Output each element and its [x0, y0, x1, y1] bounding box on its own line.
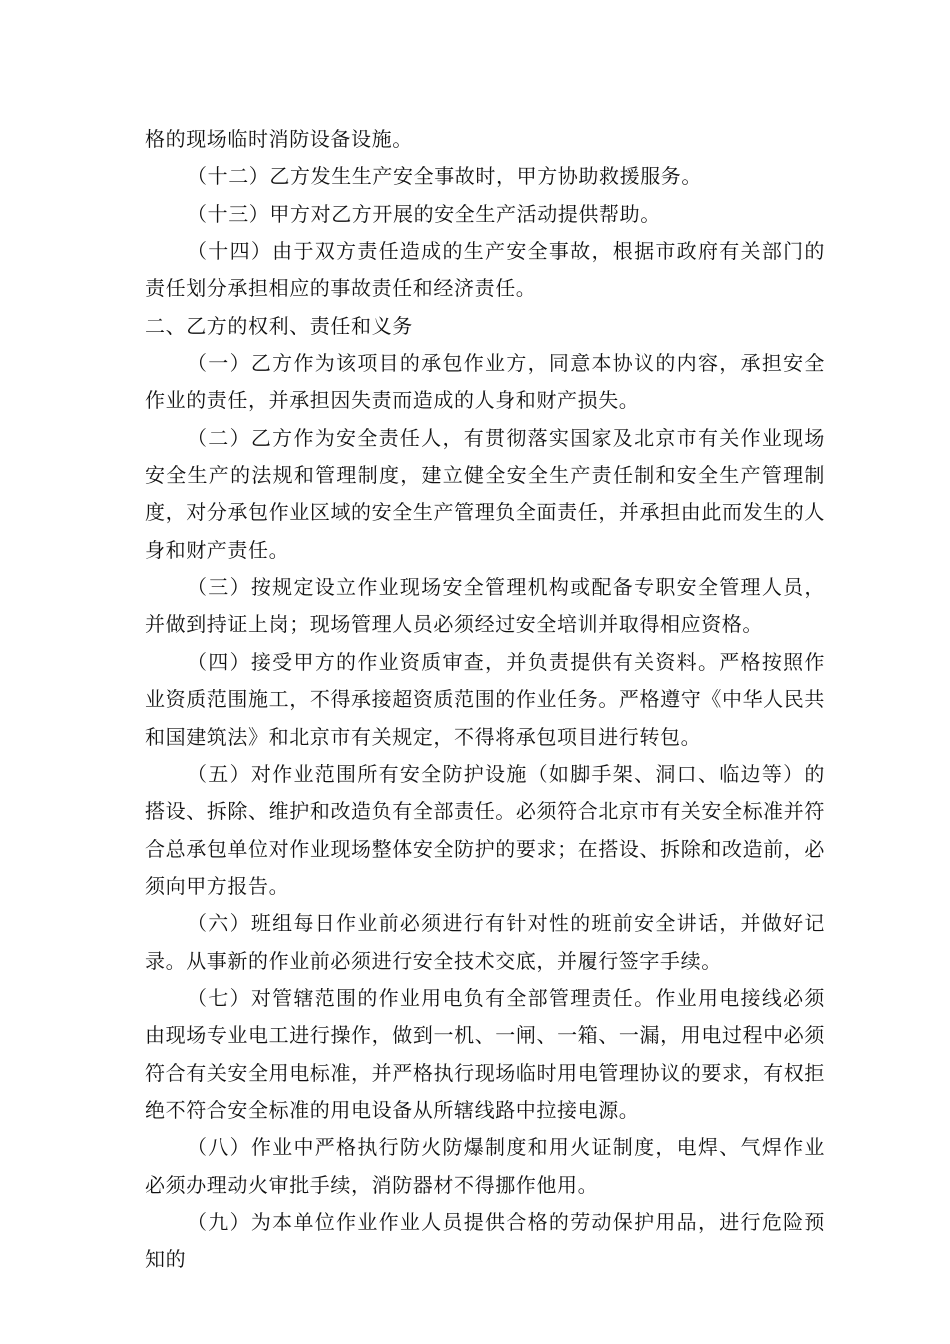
paragraph-10: （五）对作业范围所有安全防护设施（如脚手架、洞口、临边等）的搭设、拆除、维护和改造负有全部责任。必须符合北京市有关安全标准并符合总承包单位对作业现场整体安全防护的要求；在搭设、拆除和改造前，必须向甲方报告。 — [145, 761, 825, 898]
paragraph-12: （七）对管辖范围的作业用电负有全部管理责任。作业用电接线必须由现场专业电工进行操作，做到一机、一闸、一箱、一漏，用电过程中必须符合有关安全用电标准，并严格执行现场临时用电管理协议的要求，有权拒绝不符合安全标准的用电设备从所辖线路中拉接电源。 — [145, 985, 825, 1122]
paragraph-3: （十三）甲方对乙方开展的安全生产活动提供帮助。 — [187, 201, 661, 226]
paragraph-13: （八）作业中严格执行防火防爆制度和用火证制度，电焊、气焊作业必须办理动火审批手续，消防器材不得挪作他用。 — [145, 1135, 825, 1197]
paragraph-2: （十二）乙方发生生产安全事故时，甲方协助救援服务。 — [187, 164, 702, 189]
paragraph-8: （三）按规定设立作业现场安全管理机构或配备专职安全管理人员，并做到持证上岗；现场管理人员必须经过安全培训并取得相应资格。 — [145, 575, 825, 637]
paragraph-6: （一）乙方作为该项目的承包作业方，同意本协议的内容，承担安全作业的责任，并承担因失责而造成的人身和财产损失。 — [145, 351, 825, 413]
paragraph-11: （六）班组每日作业前必须进行有针对性的班前安全讲话，并做好记录。从事新的作业前必须进行安全技术交底，并履行签字手续。 — [145, 911, 825, 973]
paragraph-7: （二）乙方作为安全责任人，有贯彻落实国家及北京市有关作业现场安全生产的法规和管理制度，建立健全安全生产责任制和安全生产管理制度，对分承包作业区域的安全生产管理负全面责任，并承担由此而发生的人身和财产责任。 — [145, 425, 825, 562]
section-heading: 二、乙方的权利、责任和义务 — [145, 313, 413, 338]
paragraph-14: （九）为本单位作业作业人员提供合格的劳动保护用品，进行危险预知的 — [145, 1209, 825, 1272]
paragraph-1: 格的现场临时消防设备设施。 — [145, 127, 413, 151]
document-body — [145, 121, 825, 1279]
paragraph-4: （十四）由于双方责任造成的生产安全事故，根据市政府有关部门的责任划分承担相应的事故责任和经济责任。 — [145, 239, 825, 301]
paragraph-9: （四）接受甲方的作业资质审查，并负责提供有关资料。严格按照作业资质范围施工，不得承接超资质范围的作业任务。严格遵守《中华人民共和国建筑法》和北京市有关规定，不得将承包项目进行转包。 — [145, 649, 825, 749]
